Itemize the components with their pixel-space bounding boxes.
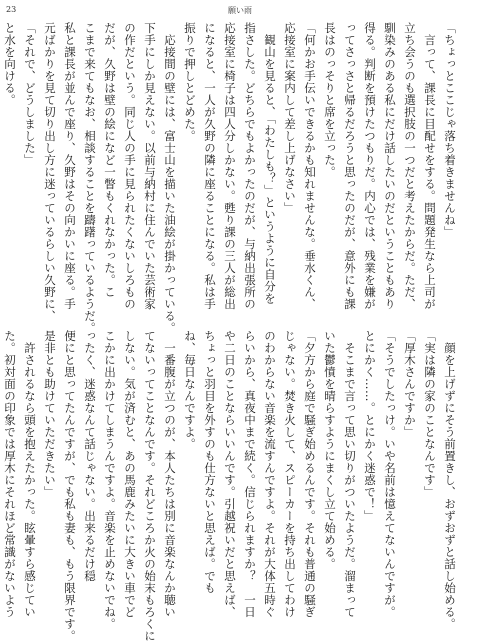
text-line: いた鬱憤を晴らすようにまくし立て始める。 xyxy=(323,330,337,570)
text-line: ったく、迷惑なんて話じゃない。出来るだけ穏 xyxy=(83,330,97,582)
text-line: 振りで押しとどめた。 xyxy=(183,22,197,142)
text-line: 長はのっそりと席を立った。 xyxy=(323,22,337,178)
text-line: 応接室に案内して差し上げなさい」 xyxy=(283,22,297,214)
text-block-top xyxy=(3,22,460,334)
text-line: 観山を見ると、「わたしも？」というように自分を xyxy=(263,22,277,305)
text-line: 馴染みのある私にだけ話したいのだということもあり xyxy=(383,22,397,310)
text-line: ね、毎日なんですよ。 xyxy=(183,330,197,450)
text-line: 立ち会うのも選択肢の一つだと考えたからだ。ただ、 xyxy=(403,22,417,310)
text-line: 得る。判断を預けたつもりだ。内心では、残業を嫌が xyxy=(363,22,377,310)
text-block-bottom xyxy=(3,330,460,642)
text-line: ってさっさと帰るだろうと思ったのだが、意外にも課 xyxy=(343,22,357,310)
text-line: 一番腹が立つのが、本人たちは別に音楽なんか聴い xyxy=(163,330,177,618)
text-line: 私と課長が並んで座り、久野はその向かいに座る。手 xyxy=(63,22,77,310)
page-header xyxy=(0,5,480,19)
text-line: の作だという。同じ人の手に見られたくないしろもの xyxy=(123,22,137,310)
text-line: 「ちょっとここじゃ落ち着きませんね」 xyxy=(443,22,457,238)
text-line: とにかく……。とにかく迷惑で！」 xyxy=(363,330,377,522)
text-line: だが、久野は壁の絵になど一瞥もくれなかった。こ xyxy=(103,22,117,298)
text-line: 指さした。どちらでもよかったのだが、与納出張所の xyxy=(243,22,257,310)
text-line: ちょっと羽目を外すのも仕方ないと思えば。でも xyxy=(203,330,217,594)
text-line: 「厚木さんですか」 xyxy=(403,330,417,438)
text-line: 応接間の壁には、富士山を描いた油絵が掛かっている。 xyxy=(163,22,177,334)
vertical-text-top xyxy=(3,22,460,334)
text-line: じゃない。焚き火して、スピーカーを持ち出してわけ xyxy=(283,330,297,618)
text-line: 是非とも助けていただきたい」 xyxy=(43,330,57,498)
text-line: こかに出かけてしまうんですよ。音楽を止めないでね。 xyxy=(103,330,117,630)
text-line: た。初対面の印象では厚木にそれほど常識がないよう xyxy=(3,330,17,618)
vertical-text-bottom xyxy=(3,330,460,642)
text-line: しない。気が済むと、あの馬鹿みたいに大きい車でど xyxy=(123,330,137,618)
text-line: 「夕方から庭で騒ぎ始めるんです。それも普通の騒ぎ xyxy=(303,330,317,618)
text-line: 「それで、どうしました」 xyxy=(23,22,37,166)
text-line: 「そうでしたっけ。いや名前は憶えてないんですが。 xyxy=(383,330,397,618)
text-line: らいから、真夜中まで続く。信じられますか？ 一日 xyxy=(243,330,257,618)
text-line: 「何かお手伝いできるかも知れませんな。垂水くん、 xyxy=(303,22,317,310)
text-line: 顔を上げずにそう前置きし、おずおずと話し始める。 xyxy=(443,330,457,630)
text-line: 元ばかりを見て切り出し方に迷っているらしい久野に、 xyxy=(43,22,57,322)
text-line: 言って、課長に目配せをする。問題発生なら上司が xyxy=(423,22,437,310)
text-line: 許されるなら頭を抱えたかった。眩暈すら感じてい xyxy=(23,330,37,618)
text-line: 下手にしか見えない。以前与納村に住んでいた芸術家 xyxy=(143,22,157,310)
text-line: と水を向ける。 xyxy=(3,22,17,106)
text-line: のわからない音楽を流すんですよ。それが大体五時ぐ xyxy=(263,330,277,618)
text-line: てないってことなんです。それどころか火の始末もろくに xyxy=(143,330,157,642)
text-line: になると、一人が久野の隣に座ることになる。私は手 xyxy=(203,22,217,310)
text-line: 「実は隣の家のことなんです」 xyxy=(423,330,437,498)
text-line: 応接室に椅子は四人分しかない。甦り課の三人が総出 xyxy=(223,22,237,310)
text-line: そこまで言って思い切りがついたようだ。溜まって xyxy=(343,330,357,618)
text-line: 便にと思ってたんですが、でも私も妻も、もう限界です。 xyxy=(63,330,77,642)
text-line: や二日のことならいいんです。引越祝いだと思えば、 xyxy=(223,330,237,618)
running-title: 願い雨 xyxy=(228,6,252,15)
page-number: 23 xyxy=(6,5,17,14)
text-line: こまで来てもなお、相談することを躊躇っているようだ。 xyxy=(83,22,97,334)
